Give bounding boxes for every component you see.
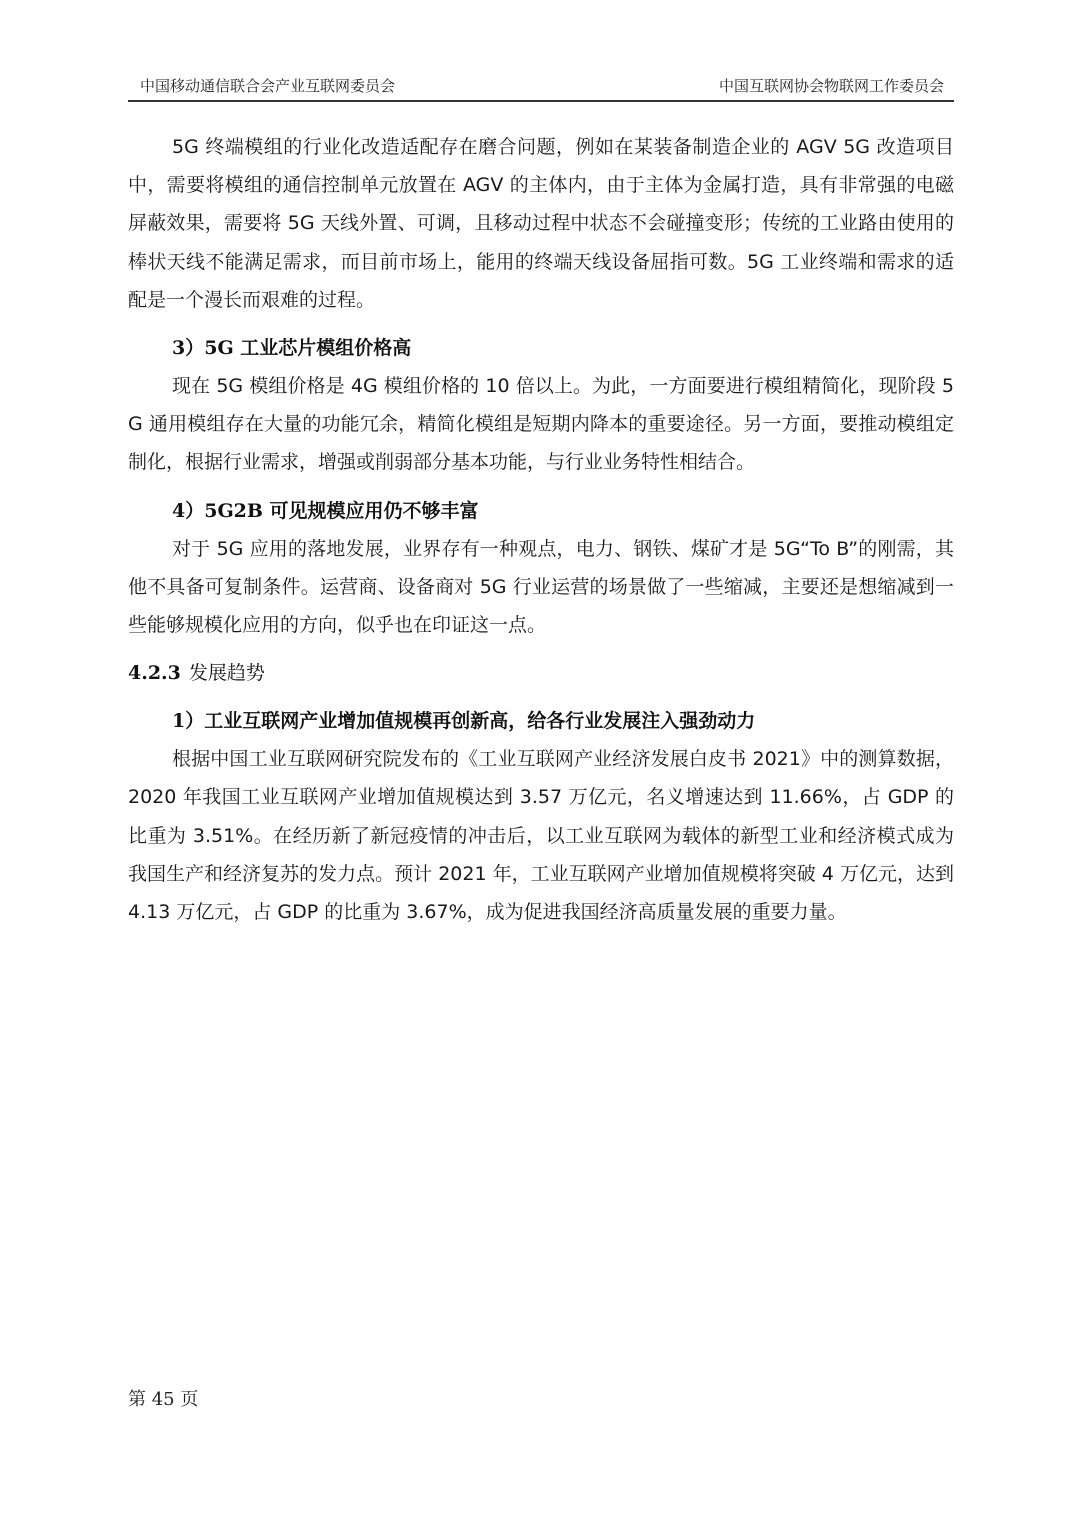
- header-left-org: 中国移动通信联合会产业互联网委员会: [140, 77, 396, 95]
- paragraph-industrial-internet-growth: 根据中国工业互联网研究院发布的《工业互联网产业经济发展白皮书 2021》中的测算数据，2020 年我国工业互联网产业增加值规模达到 3.57 万亿元，名义增速达到 11.66%，占 GDP 的比重为 3.51%。在经历新了新冠疫情的冲击后，以工业互联网为载体的新型工业和经济模式成为我国生产和经济复苏的发力点。预计 2021 年，工业互联网产业增加值规模将突破 4 万亿元，达到 4.13 万亿元，占 GDP 的比重为 3.67%，成为促进我国经济高质量发展的重要力量。: [128, 748, 954, 924]
- header-right-org: 中国互联网协会物联网工作委员会: [718, 77, 944, 95]
- page-content: [128, 128, 954, 931]
- subheading-module-price: 3）5G 工业芯片模组价格高: [172, 337, 412, 360]
- section-title: 发展趋势: [188, 662, 265, 685]
- section-number: 4.2.3: [128, 662, 181, 685]
- section-heading: [128, 654, 954, 692]
- page-header: [128, 76, 954, 102]
- subheading-5g2b-applications: 4）5G2B 可见规模应用仍不够丰富: [172, 499, 479, 522]
- paragraph-module-price: 现在 5G 模组价格是 4G 模组价格的 10 倍以上。为此，一方面要进行模组精简化，现阶段 5 G 通用模组存在大量的功能冗余，精简化模组是短期内降本的重要途径。另一方面，要推动模组定制化，根据行业需求，增强或削弱部分基本功能，与行业业务特性相结合。: [128, 375, 954, 474]
- paragraph-terminal-module-adaptation: 5G 终端模组的行业化改造适配存在磨合问题，例如在某装备制造企业的 AGV 5G 改造项目中，需要将模组的通信控制单元放置在 AGV 的主体内，由于主体为金属打造，具有非常强的电磁屏蔽效果，需要将 5G 天线外置、可调，且移动过程中状态不会碰撞变形；传统的工业路由使用的棒状天线不能满足需求，而目前市场上，能用的终端天线设备屈指可数。5G 工业终端和需求的适配是一个漫长而艰难的过程。: [128, 136, 954, 311]
- page-number: 第 45 页: [128, 1389, 199, 1410]
- paragraph-5g2b-applications: 对于 5G 应用的落地发展，业界存有一种观点，电力、钢铁、煤矿才是 5G“To B”的刚需，其他不具备可复制条件。运营商、设备商对 5G 行业运营的场景做了一些缩减，主要还是想缩减到一些能够规模化应用的方向，似乎也在印证这一点。: [128, 537, 954, 637]
- subheading-industrial-internet-growth: 1）工业互联网产业增加值规模再创新高，给各行业发展注入强劲动力: [172, 710, 756, 733]
